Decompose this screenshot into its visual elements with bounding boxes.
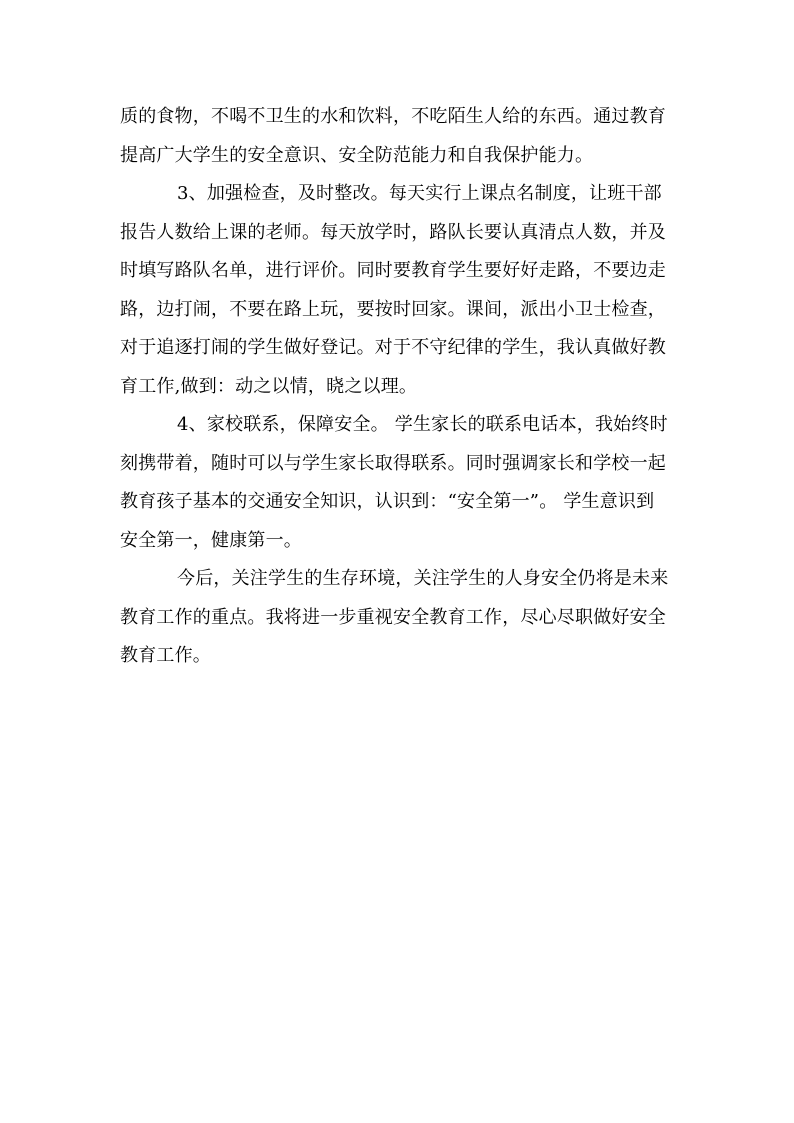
paragraph-start-line: 3、加强检查，及时整改。每天实行上课点名制度，让班干部 bbox=[177, 183, 662, 204]
document-body bbox=[120, 98, 680, 676]
paragraph-start-line: 4、家校联系，保障安全。 学生家长的联系电话本，我始终时 bbox=[177, 414, 668, 435]
text-line: 教育工作。 bbox=[120, 645, 211, 666]
text-line: 路，边打闹，不要在路上玩，要按时回家。课间，派出小卫士检查， bbox=[120, 298, 666, 320]
text-line: 教育工作的重点。我将进一步重视安全教育工作，尽心尽职做好安全 bbox=[120, 606, 666, 628]
text-line: 报告人数给上课的老师。每天放学时，路队长要认真清点人数，并及 bbox=[120, 221, 666, 243]
paragraph-start-line: 今后，关注学生的生存环境，关注学生的人身安全仍将是未来 bbox=[177, 568, 669, 589]
text-line: 教育孩子基本的交通安全知识，认识到：“安全第一”。 学生意识到 bbox=[120, 491, 655, 512]
text-line: 质的食物，不喝不卫生的水和饮料，不吃陌生人给的东西。通过教育 bbox=[120, 106, 666, 127]
text-line: 安全第一，健康第一。 bbox=[120, 529, 302, 551]
text-line: 刻携带着，随时可以与学生家长取得联系。同时强调家长和学校一起 bbox=[120, 452, 666, 474]
text-line: 提高广大学生的安全意识、安全防范能力和自我保护能力。 bbox=[120, 144, 594, 166]
text-line: 育工作,做到：动之以情，晓之以理。 bbox=[120, 375, 418, 397]
text-line: 时填写路队名单，进行评价。同时要教育学生要好好走路，不要边走 bbox=[120, 260, 666, 281]
text-line: 对于追逐打闹的学生做好登记。对于不守纪律的学生，我认真做好教 bbox=[120, 337, 666, 358]
